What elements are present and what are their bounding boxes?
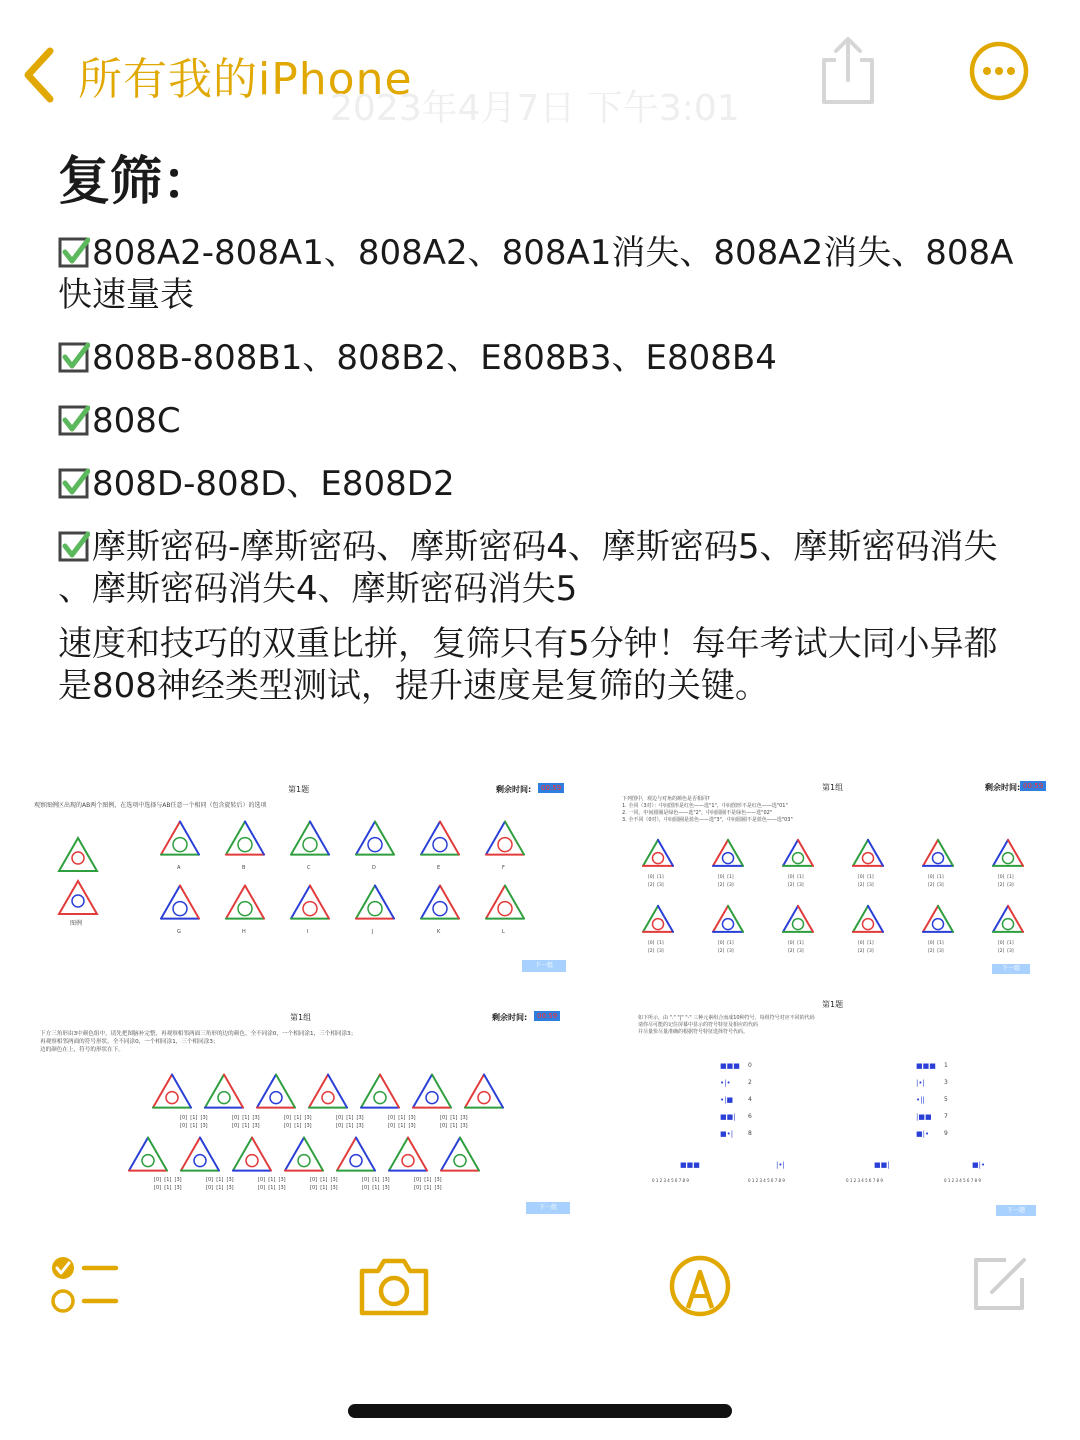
triangle xyxy=(129,1138,167,1171)
answer-codes: [0] [1] [2] [3] xyxy=(998,875,1014,888)
morse-symbol: •|| xyxy=(916,1096,925,1104)
triangle xyxy=(993,906,1023,932)
share-icon[interactable] xyxy=(818,34,878,106)
symbol-code: 1 xyxy=(944,1062,948,1069)
embedded-screenshot-1[interactable] xyxy=(30,778,570,978)
checklist-item[interactable] xyxy=(58,463,1028,505)
morse-symbol: •|■ xyxy=(720,1096,734,1104)
symbol-code: 4 xyxy=(748,1096,752,1103)
bottom-toolbar xyxy=(0,1240,1080,1340)
answer-codes: [0] [1] [2] [3] xyxy=(788,941,804,954)
triangle xyxy=(923,906,953,932)
top-navigation-bar xyxy=(0,0,1080,140)
morse-symbol: |•| xyxy=(776,1161,785,1169)
morse-symbol: ■■■ xyxy=(916,1062,936,1070)
answer-row: 0 1 2 3 4 5 6 7 8 9 xyxy=(846,1178,883,1183)
answer-row: 0 1 2 3 4 5 6 7 8 9 xyxy=(748,1178,785,1183)
morse-symbol: •|• xyxy=(720,1079,731,1087)
symbol-code: 0 xyxy=(748,1062,752,1069)
answer-codes: [0] [1] [2] [3] xyxy=(648,875,664,888)
timer-label: 剩余时间: xyxy=(496,785,532,794)
triangle xyxy=(486,822,524,855)
triangle xyxy=(205,1075,243,1108)
answer-codes: [0] [1] [2] [3] xyxy=(858,875,874,888)
screen-title: 第1组 xyxy=(822,783,844,792)
checklist-item[interactable] xyxy=(58,526,1028,610)
checkbox-checked-icon[interactable] xyxy=(58,530,90,562)
option-label: D xyxy=(372,865,376,871)
morse-symbols xyxy=(600,995,1060,1220)
triangle xyxy=(853,840,883,866)
answer-codes: [0] [1] [3] [0] [1] [3] xyxy=(388,1115,416,1129)
checklist-item-text: 808B-808B1、808B2、E808B3、E808B4 xyxy=(92,338,777,378)
checklist-icon[interactable] xyxy=(50,1255,120,1315)
answer-codes: [0] [1] [2] [3] xyxy=(718,941,734,954)
triangle xyxy=(257,1075,295,1108)
timer: 00:59 xyxy=(534,1011,560,1021)
checkbox-checked-icon[interactable] xyxy=(58,341,90,373)
triangle xyxy=(356,886,394,919)
chevron-left-icon xyxy=(22,47,56,103)
answer-codes: [0] [1] [3] [0] [1] [3] xyxy=(284,1115,312,1129)
checklist-item-text: 808C xyxy=(92,401,181,441)
note-paragraph: 速度和技巧的双重比拼，复筛只有5分钟！每年考试大同小异都是808神经类型测试，提升速度是复筛的关键。 xyxy=(58,624,998,706)
compose-icon[interactable] xyxy=(970,1254,1030,1314)
symbol-code: 6 xyxy=(748,1113,752,1120)
checklist-item-text: 摩斯密码-摩斯密码、摩斯密码4、摩斯密码5、摩斯密码消失 、摩斯密码消失4、摩斯密码消失5 xyxy=(58,527,998,609)
morse-symbol: |•| xyxy=(916,1079,925,1087)
triangle xyxy=(713,840,743,866)
answer-codes: [0] [1] [3] [0] [1] [3] xyxy=(206,1177,234,1191)
answer-codes: [0] [1] [3] [0] [1] [3] xyxy=(362,1177,390,1191)
triangle xyxy=(993,840,1023,866)
symbol-code: 9 xyxy=(944,1130,948,1137)
answer-codes: [0] [1] [3] [0] [1] [3] xyxy=(180,1115,208,1129)
answer-codes: [0] [1] [2] [3] xyxy=(928,941,944,954)
timer: 00:59 xyxy=(1020,781,1046,791)
option-label: H xyxy=(242,929,246,935)
home-indicator xyxy=(348,1404,732,1418)
option-label: G xyxy=(177,929,181,935)
checkbox-checked-icon[interactable] xyxy=(58,467,90,499)
triangle xyxy=(643,906,673,932)
triangle xyxy=(161,822,199,855)
note-heading: 复筛： xyxy=(58,152,215,212)
morse-symbol: ■|• xyxy=(972,1161,986,1169)
answer-codes: [0] [1] [3] [0] [1] [3] xyxy=(440,1115,468,1129)
morse-symbol: ■■■ xyxy=(720,1062,740,1070)
instruction: 观察图例区出现的AB两个图例，在选项中选择与AB任意一个相同（包含旋转后）的选项 xyxy=(34,802,267,809)
answer-codes: [0] [1] [2] [3] xyxy=(858,941,874,954)
option-triangles xyxy=(30,778,570,978)
triangle xyxy=(291,886,329,919)
checklist-item-text: 808A2-808A1、808A2、808A1消失、808A2消失、808A快速量表 xyxy=(58,233,1014,315)
next-button[interactable]: 下一组 xyxy=(522,960,566,972)
timer: 00:59 xyxy=(538,783,564,793)
triangle xyxy=(285,1138,323,1171)
morse-symbol: ■|• xyxy=(916,1130,930,1138)
triangle xyxy=(421,822,459,855)
option-label: I xyxy=(307,929,309,935)
morse-symbol: |■■ xyxy=(916,1113,932,1121)
triangle xyxy=(356,822,394,855)
checklist-item-text: 808D-808D、E808D2 xyxy=(92,464,455,504)
triangle xyxy=(361,1075,399,1108)
answer-codes: [0] [1] [2] [3] xyxy=(928,875,944,888)
answer-codes: [0] [1] [3] [0] [1] [3] xyxy=(336,1115,364,1129)
triangle xyxy=(337,1138,375,1171)
option-label: K xyxy=(437,929,441,935)
timer-label: 剩余时间: xyxy=(985,783,1021,792)
triangle xyxy=(226,822,264,855)
triangle xyxy=(413,1075,451,1108)
answer-row: 0 1 2 3 4 5 6 7 8 9 xyxy=(652,1178,689,1183)
symbol-code: 7 xyxy=(944,1113,948,1120)
morse-symbol: ■•| xyxy=(720,1130,734,1138)
embedded-screenshot-3[interactable] xyxy=(30,1000,590,1220)
triangle xyxy=(161,886,199,919)
answer-codes: [0] [1] [3] [0] [1] [3] xyxy=(154,1177,182,1191)
triangle xyxy=(389,1138,427,1171)
symbol-code: 3 xyxy=(944,1079,948,1086)
option-label: L xyxy=(502,929,505,935)
embedded-screenshot-2[interactable] xyxy=(580,778,1050,978)
markup-pen-icon[interactable] xyxy=(668,1254,732,1318)
answer-codes: [0] [1] [3] [0] [1] [3] xyxy=(414,1177,442,1191)
option-label: C xyxy=(307,865,311,871)
instruction: 下方三角形由3中颜色组中，请先把图脑补完整，再观察相邻两面三角形的边的颜色。全不同涂0，一个相同涂1，三个相同涂3； 再观察相邻两面的符号形状，全不同涂0，一个相同涂1，三个相同涂3； 边的颜色在上，符号的形状在下。 xyxy=(40,1031,357,1053)
triangle xyxy=(643,840,673,866)
answer-codes: [0] [1] [2] [3] xyxy=(998,941,1014,954)
checklist-item[interactable] xyxy=(58,337,1028,379)
answer-codes: [0] [1] [3] [0] [1] [3] xyxy=(258,1177,286,1191)
checkbox-checked-icon[interactable] xyxy=(58,404,90,436)
answer-codes: [0] [1] [3] [0] [1] [3] xyxy=(232,1115,260,1129)
camera-icon[interactable] xyxy=(356,1255,432,1317)
triangle xyxy=(465,1075,503,1108)
next-button[interactable]: 下一组 xyxy=(526,1202,570,1214)
triangle xyxy=(853,906,883,932)
triangle xyxy=(291,822,329,855)
note-body[interactable] xyxy=(58,150,1028,707)
triangle xyxy=(233,1138,271,1171)
triangle xyxy=(181,1138,219,1171)
timer-label: 剩余时间: xyxy=(492,1013,528,1022)
back-label: 所有我的iPhone xyxy=(78,54,413,105)
triangle xyxy=(713,906,743,932)
answer-codes: [0] [1] [2] [3] xyxy=(788,875,804,888)
triangle xyxy=(421,886,459,919)
triangle xyxy=(226,886,264,919)
answer-codes: [0] [1] [2] [3] xyxy=(718,875,734,888)
symbol-code: 2 xyxy=(748,1079,752,1086)
option-label: J xyxy=(372,929,374,935)
next-button[interactable]: 下一组 xyxy=(992,964,1030,974)
checkbox-checked-icon[interactable] xyxy=(58,236,90,268)
triangle xyxy=(783,906,813,932)
option-label: A xyxy=(177,865,181,871)
screen-title: 第1题 xyxy=(288,785,310,794)
screen-title: 第1组 xyxy=(290,1013,312,1022)
option-label: B xyxy=(242,865,246,871)
checklist-item[interactable] xyxy=(58,232,1028,316)
symbol-code: 8 xyxy=(748,1130,752,1137)
morse-symbol: ■■| xyxy=(874,1161,890,1169)
triangle xyxy=(441,1138,479,1171)
symbol-code: 5 xyxy=(944,1096,948,1103)
answer-row: 0 1 2 3 4 5 6 7 8 9 xyxy=(944,1178,981,1183)
morse-symbol: ■■| xyxy=(720,1113,736,1121)
option-label: E xyxy=(437,865,441,871)
next-button[interactable]: 下一题 xyxy=(996,1205,1036,1216)
triangle xyxy=(486,886,524,919)
triangle xyxy=(153,1075,191,1108)
answer-codes: [0] [1] [3] [0] [1] [3] xyxy=(310,1177,338,1191)
embedded-screenshot-4[interactable] xyxy=(600,995,1060,1220)
checklist-item[interactable] xyxy=(58,400,1028,442)
triangle xyxy=(923,840,953,866)
answer-codes: [0] [1] [2] [3] xyxy=(648,941,664,954)
triangle xyxy=(783,840,813,866)
screen-title: 第1题 xyxy=(822,1000,844,1009)
instruction: 下列图中，观边与对角的颜色是否相同? 1. 全同（3对）：中间图形是红色——选"1"，中间图形不是红色——选"01" 2. 一同，中间圆圈是绿色——选"2"，中间圆圈不是绿色——选"02" 3. 全不同（0对），中间圆圈是蓝色——选"3"，中间圆圈不是蓝色——选"03" xyxy=(622,796,793,823)
triangle xyxy=(309,1075,347,1108)
option-label: F xyxy=(502,865,505,871)
instruction: 如下所示，由 "." "|" "-" 三种元素组合而成10种符号，每组符号对应不同的代码 请你尽可能的记住屏幕中显示的符号特征及相应的代码 并尽量快尽量准确的根据符号特征选择符号代码。 xyxy=(638,1015,815,1035)
faded-note-date: 2023年4月7日 下午3:01 xyxy=(330,88,740,129)
more-icon[interactable] xyxy=(968,40,1030,102)
morse-symbol: ■■■ xyxy=(680,1161,700,1169)
legend-label: 图例 xyxy=(70,920,83,927)
